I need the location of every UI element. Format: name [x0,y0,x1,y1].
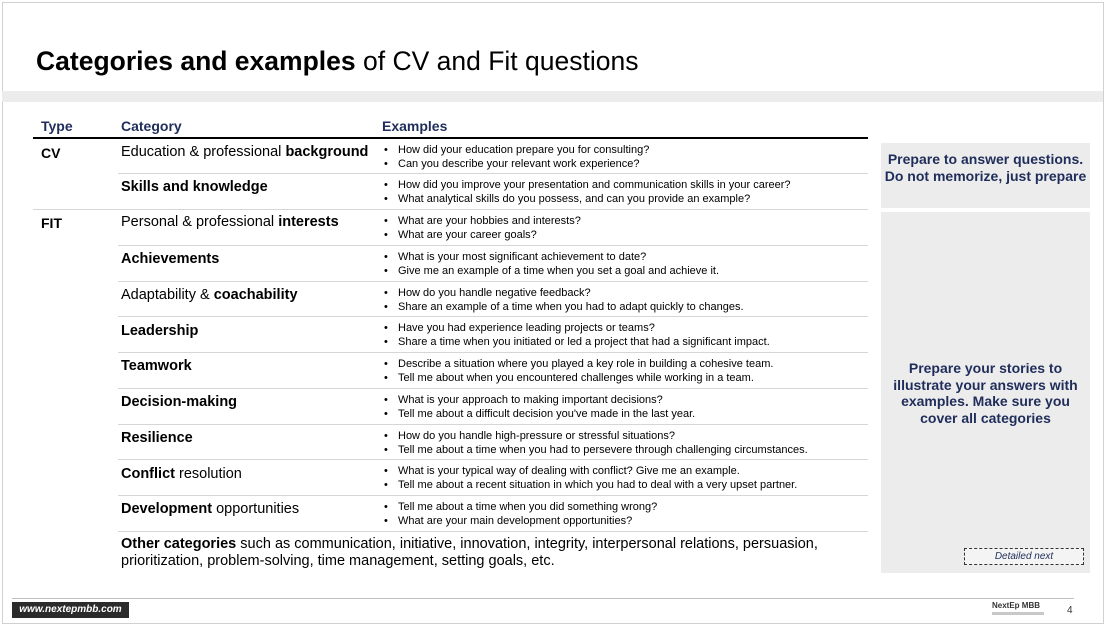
other-categories [121,536,851,570]
example-item: • Share an example of a time when you had to adapt quickly to changes. [384,300,744,314]
example-item: • Tell me about a difficult decision you've made in the last year. [384,407,695,421]
header-divider [33,137,868,139]
category-resilience [121,430,193,446]
detailed-next-button[interactable]: Detailed next [964,548,1084,565]
category-bold: Development [121,501,213,517]
row-divider [118,459,868,460]
example-item: • What are your career goals? [384,228,581,242]
header-examples: Examples [382,118,448,134]
examples-achievements [384,250,719,278]
examples-resilience [384,429,808,457]
category-adaptability [121,287,298,303]
example-item: • What is your typical way of dealing with conflict? Give me an example. [384,464,797,478]
example-item: • Tell me about a time when you did something wrong? [384,500,657,514]
category-bold: Resilience [121,430,193,446]
example-item: • Share a time when you initiated or led a project that had a significant impact. [384,335,770,349]
row-divider [118,316,868,317]
row-divider [118,531,868,532]
category-achievements [121,251,219,267]
example-item: • Tell me about when you encountered challenges while working in a team. [384,371,773,385]
category-text: Adaptability & [121,287,210,303]
title-band [2,91,1103,102]
example-item: • What are your main development opportunities? [384,514,657,528]
category-bold: background [285,144,369,160]
row-divider [33,209,868,210]
brand-logo: NextEp MBB [992,601,1041,610]
prepare-box [881,143,1090,208]
other-bold: Other categories [121,536,237,552]
row-divider [118,388,868,389]
stories-text: Prepare your stories to illustrate your answers with examples. Make sure you cover all categories [893,360,1078,426]
category-education [121,144,368,160]
category-leadership [121,323,198,339]
category-bold: Achievements [121,251,220,267]
type-fit: FIT [41,215,62,231]
category-text: resolution [179,466,242,482]
prepare-text: Prepare to answer questions. Do not memorize, just prepare [884,151,1087,184]
footer-divider [12,598,1074,599]
examples-development [384,500,657,528]
example-item: • Have you had experience leading projects or teams? [384,321,770,335]
category-bold: interests [278,214,339,230]
row-divider [118,245,868,246]
example-item: • Describe a situation where you played a key role in building a cohesive team. [384,357,773,371]
category-conflict-resolution [121,466,242,482]
row-divider [118,495,868,496]
examples-education [384,143,649,171]
category-interests [121,214,339,230]
row-divider [118,424,868,425]
category-bold: Skills and knowledge [121,179,268,195]
category-text: opportunities [216,501,300,517]
example-item: • How did your education prepare you for consulting? [384,143,649,157]
header-category: Category [121,118,182,134]
example-item: • Give me an example of a time when you set a goal and achieve it. [384,264,719,278]
example-item: • What analytical skills do you possess, and can you provide an example? [384,192,791,206]
examples-adaptability [384,286,744,314]
category-decision-making [121,394,237,410]
category-text: Education & professional [121,144,282,160]
category-bold: Conflict [121,466,175,482]
row-divider [118,173,868,174]
example-item: • How did you improve your presentation and communication skills in your career? [384,178,791,192]
example-item: • What is your most significant achievement to date? [384,250,719,264]
examples-interests [384,214,581,242]
example-item: • What is your approach to making important decisions? [384,393,695,407]
row-divider [118,281,868,282]
example-item: • Tell me about a time when you had to persevere through challenging circumstances. [384,443,808,457]
category-text: Personal & professional [121,214,275,230]
examples-conflict-resolution [384,464,797,492]
example-item: • How do you handle negative feedback? [384,286,744,300]
example-item: • What are your hobbies and interests? [384,214,581,228]
page-number: 4 [1067,605,1073,616]
other-text: such as communication, initiative, innovation, integrity, interpersonal relations, persuasion, prioritization, problem-solving, time management, setting goals, etc. [121,536,818,569]
brand-tagline [992,612,1044,615]
category-bold: Leadership [121,323,199,339]
examples-skills [384,178,791,206]
example-item: • Tell me about a recent situation in which you had to deal with a very upset partner. [384,478,797,492]
row-divider [118,352,868,353]
stories-box [881,212,1090,573]
footer-url-link[interactable]: www.nextepmbb.com [12,602,129,618]
examples-decision-making [384,393,695,421]
examples-leadership [384,321,770,349]
header-type: Type [41,118,73,134]
example-item: • How do you handle high-pressure or stressful situations? [384,429,808,443]
category-bold: Teamwork [121,358,192,374]
category-teamwork [121,358,192,374]
page-title [36,46,638,77]
example-item: • Can you describe your relevant work experience? [384,157,649,171]
category-development [121,501,299,517]
examples-teamwork [384,357,773,385]
title-rest: of CV and Fit questions [362,46,639,76]
type-cv: CV [41,145,61,161]
category-bold: coachability [213,287,298,303]
category-bold: Decision-making [121,394,238,410]
title-bold: Categories and examples [36,46,356,76]
category-skills [121,179,268,195]
